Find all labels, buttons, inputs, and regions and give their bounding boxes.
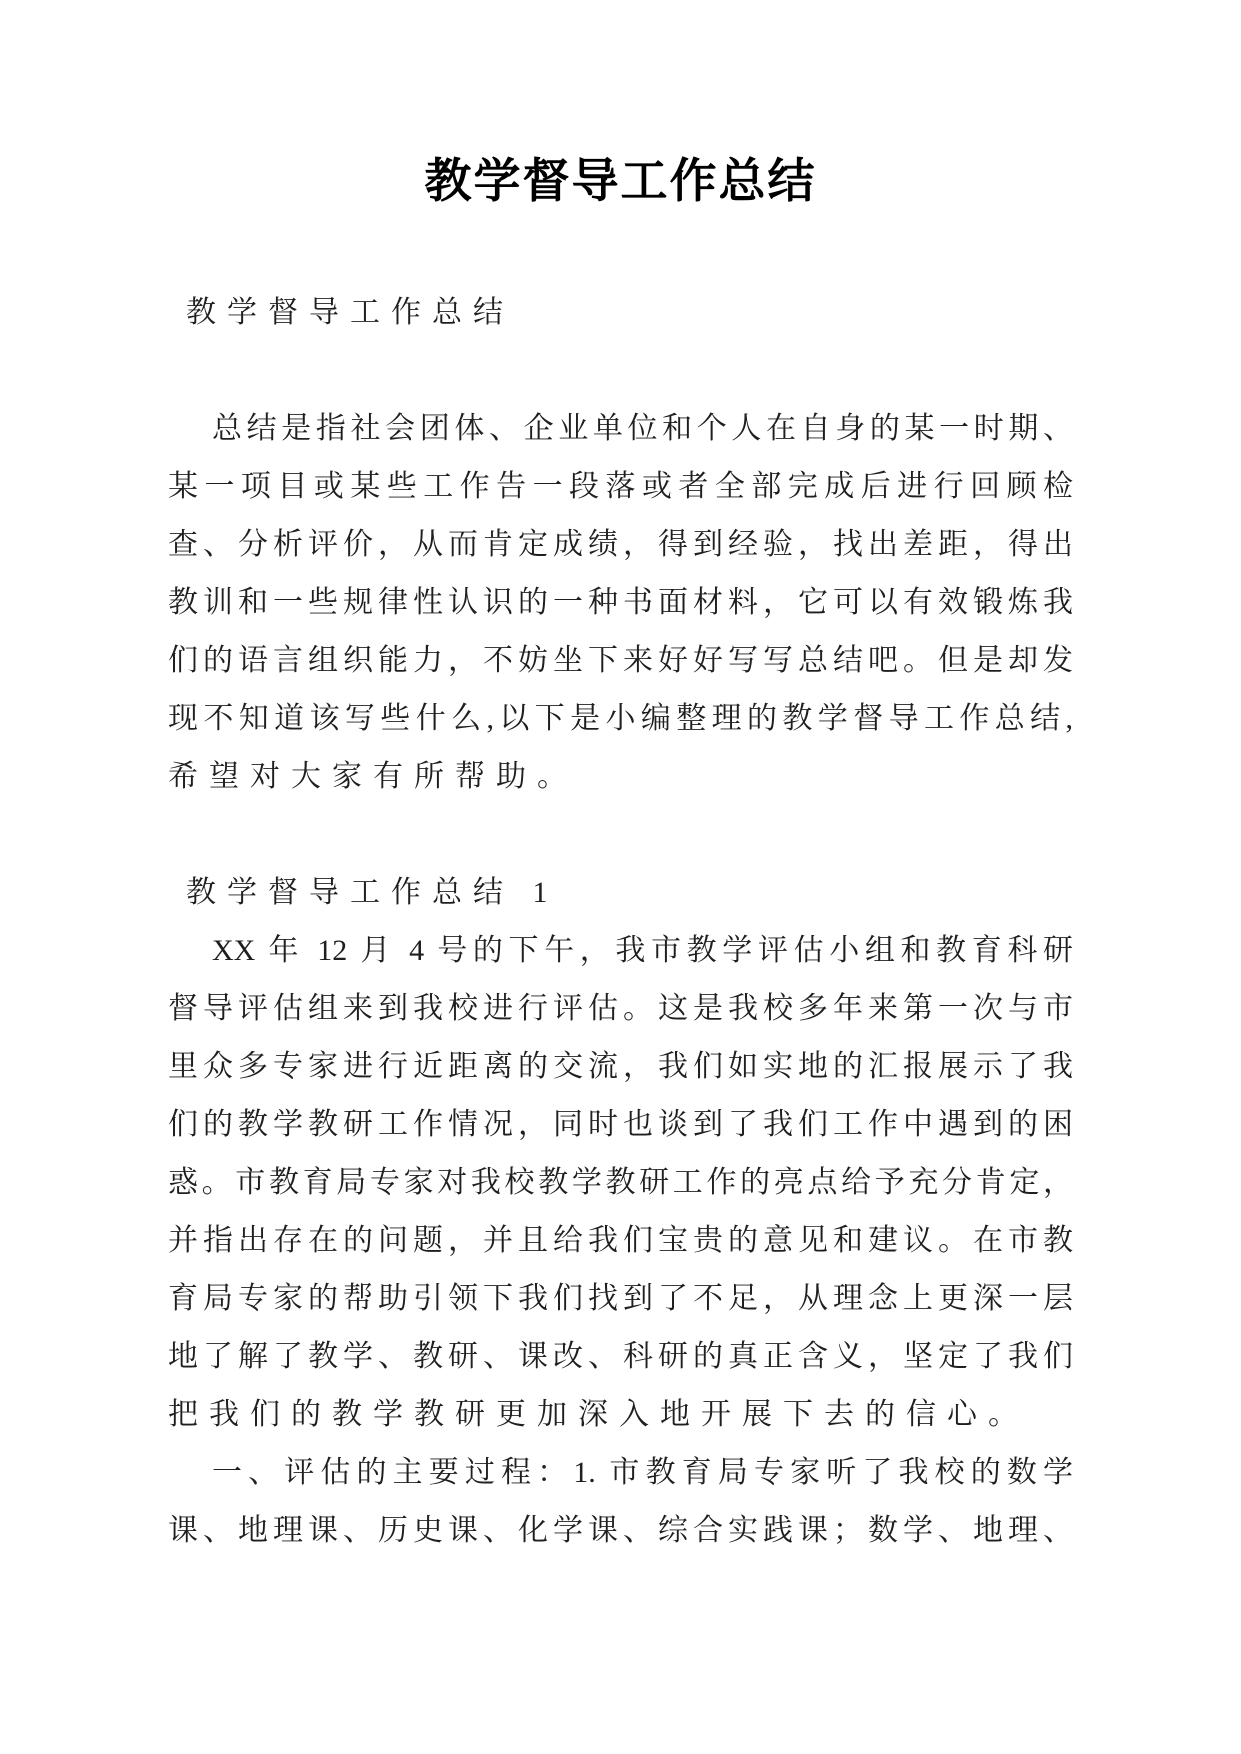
text-line: 现不知道该写些什么,以下是小编整理的教学督导工作总结, <box>168 702 1073 735</box>
text-line: 查、分析评价，从而肯定成绩，得到经验，找出差距，得出 <box>168 528 1073 561</box>
text-line: 们的语言组织能力，不妨坐下来好好写写总结吧。但是却发 <box>168 644 1073 677</box>
document-title: 教学督导工作总结 <box>424 156 817 208</box>
text-line: 地了解了教学、教研、课改、科研的真正含义，坚定了我们 <box>168 1340 1073 1373</box>
text-line: 们的教学教研工作情况，同时也谈到了我们工作中遇到的困 <box>168 1108 1073 1141</box>
text-line: 督导评估组来到我校进行评估。这是我校多年来第一次与市 <box>168 992 1073 1025</box>
text-line: XX 年 12 月 4 号的下午，我市教学评估小组和教育科研 <box>212 934 1073 967</box>
blank-line <box>168 806 1073 864</box>
document-body <box>168 284 1073 1560</box>
text-line: 育局专家的帮助引领下我们找到了不足，从理念上更深一层 <box>168 1282 1073 1315</box>
blank-line <box>168 342 1073 400</box>
text-line: 某一项目或某些工作告一段落或者全部完成后进行回顾检 <box>168 470 1073 503</box>
document-subtitle: 教学督导工作总结 <box>186 296 514 329</box>
text-line: 把我们的教学教研更加深入地开展下去的信心。 <box>168 1398 1029 1431</box>
section-heading: 教学督导工作总结 1 <box>186 876 559 909</box>
text-line: 希望对大家有所帮助。 <box>168 760 578 793</box>
text-line: 并指出存在的问题，并且给我们宝贵的意见和建议。在市教 <box>168 1224 1073 1257</box>
text-line: 里众多专家进行近距离的交流，我们如实地的汇报展示了我 <box>168 1050 1073 1083</box>
text-line: 教训和一些规律性认识的一种书面材料，它可以有效锻炼我 <box>168 586 1073 619</box>
text-line: 课、地理课、历史课、化学课、综合实践课；数学、地理、 <box>168 1514 1073 1547</box>
text-line: 惑。市教育局专家对我校教学教研工作的亮点给予充分肯定， <box>168 1166 1073 1199</box>
text-line: 一、评估的主要过程：1. 市教育局专家听了我校的数学 <box>212 1456 1073 1489</box>
text-line: 总结是指社会团体、企业单位和个人在自身的某一时期、 <box>212 412 1073 445</box>
